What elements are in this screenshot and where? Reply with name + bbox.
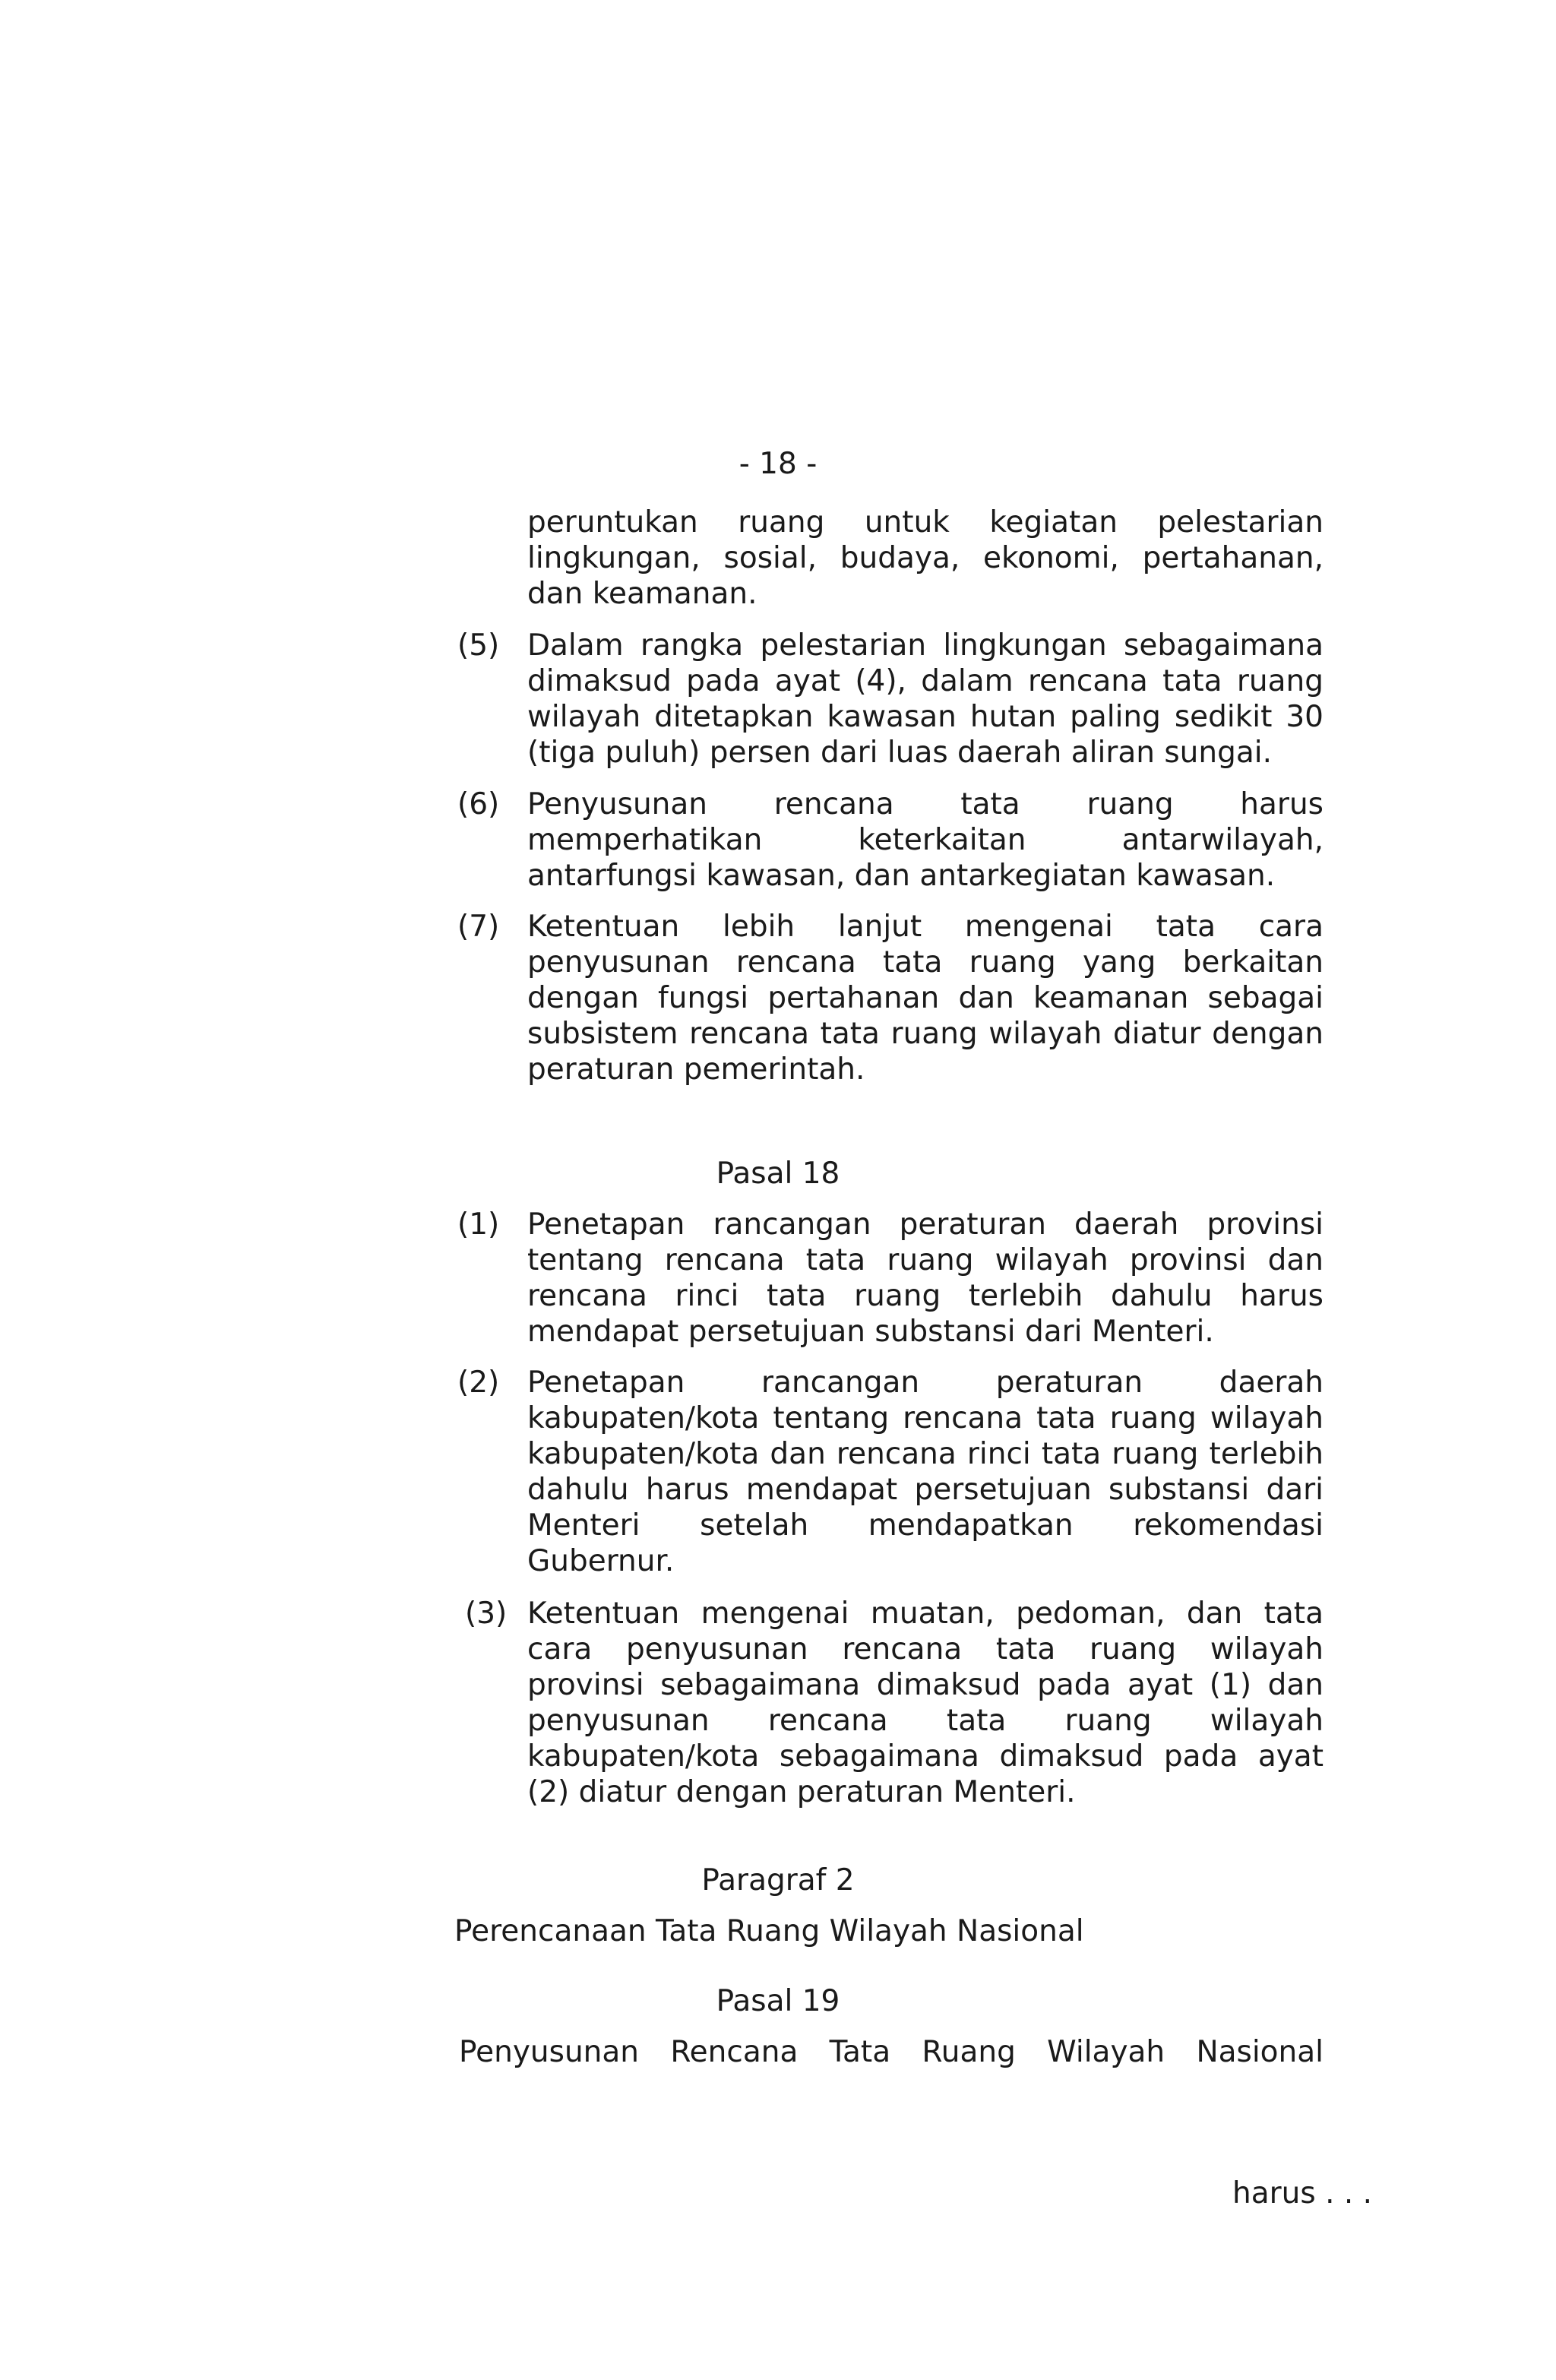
pasal18-item-number-2: (2) (457, 1366, 500, 1400)
item-text-7: Ketentuan lebih lanjut mengenai tata cara penyusunan rencana tata ruang yang berkaitan dengan fungsi pertahanan dan keamanan sebagai subsistem rencana tata ruang wilayah diatur dengan peraturan pemerintah. (527, 910, 1324, 1087)
paragraf-heading: Paragraf 2 (701, 1863, 855, 1897)
pasal18-item-number-1: (1) (457, 1207, 500, 1242)
continuation-paragraph: peruntukan ruang untuk kegiatan pelestarian lingkungan, sosial, budaya, ekonomi, pertahanan, dan keamanan. (527, 505, 1324, 611)
pasal18-item-number-3: (3) (465, 1597, 508, 1631)
item-number-6: (6) (457, 787, 500, 821)
pasal19-first-line: Penyusunan Rencana Tata Ruang Wilayah Nasional (459, 2035, 1324, 2069)
item-text-5: Dalam rangka pelestarian lingkungan sebagaimana dimaksud pada ayat (4), dalam rencana tata ruang wilayah ditetapkan kawasan hutan paling sedikit 30 (tiga puluh) persen dari luas daerah aliran sungai. (527, 628, 1324, 770)
pasal18-item-text-2: Penetapan rancangan peraturan daerah kabupaten/kota tentang rencana tata ruang wilayah kabupaten/kota dan rencana rinci tata ruang terlebih dahulu harus mendapat persetujuan substansi dari Menteri setelah mendapatkan rekomendasi Gubernur. (527, 1366, 1324, 1578)
continuation-footer: harus . . . (1232, 2176, 1373, 2211)
paragraf-subtitle: Perencanaan Tata Ruang Wilayah Nasional (454, 1914, 1084, 1948)
pasal18-item-text-3: Ketentuan mengenai muatan, pedoman, dan tata cara penyusunan rencana tata ruang wilayah provinsi sebagaimana dimaksud pada ayat (1) dan penyusunan rencana tata ruang wilayah kabupaten/kota sebagaimana dimaksud pada ayat (2) diatur dengan peraturan Menteri. (527, 1597, 1324, 1809)
pasal-19-heading: Pasal 19 (716, 1984, 840, 2018)
page-number: - 18 - (738, 447, 818, 481)
item-number-5: (5) (457, 628, 500, 663)
item-number-7: (7) (457, 910, 500, 944)
pasal18-item-text-1: Penetapan rancangan peraturan daerah provinsi tentang rencana tata ruang wilayah provinsi dan rencana rinci tata ruang terlebih dahulu harus mendapat persetujuan substansi dari Menteri. (527, 1207, 1324, 1349)
pasal-18-heading: Pasal 18 (716, 1157, 840, 1191)
item-text-6: Penyusunan rencana tata ruang harus memperhatikan keterkaitan antarwilayah, antarfungsi kawasan, dan antarkegiatan kawasan. (527, 787, 1324, 893)
